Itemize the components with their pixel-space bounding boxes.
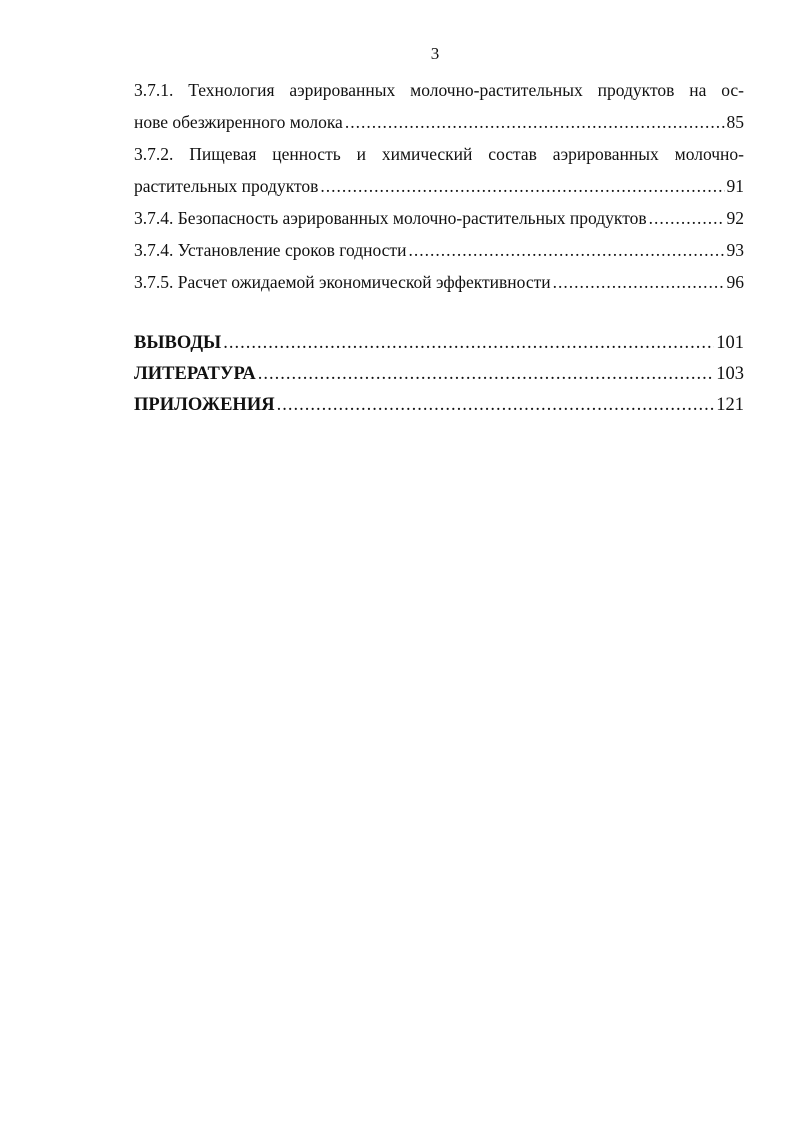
toc-entry-title: растительных продуктов — [134, 176, 319, 196]
toc-entry-title: ЛИТЕРАТУРА — [134, 364, 256, 384]
dot-leader — [649, 202, 725, 234]
toc-entry-title: 3.7.4. Безопасность аэрированных молочно-растительных продуктов — [134, 208, 647, 228]
toc-entry-page: 85 — [726, 112, 744, 132]
toc-entry-3-7-2 — [134, 170, 744, 202]
toc-entry-title: ВЫВОДЫ — [134, 333, 222, 353]
toc-entry-appendices — [134, 390, 744, 421]
dot-leader — [277, 390, 715, 421]
toc-entry-page: 93 — [726, 240, 744, 260]
toc-entry-title: 3.7.5. Расчет ожидаемой экономической эффективности — [134, 272, 551, 292]
toc-entry-title: 3.7.4. Установление сроков годности — [134, 240, 407, 260]
toc-entry-3-7-2-line1: 3.7.2. Пищевая ценность и химический состав аэрированных молочно- — [134, 144, 744, 164]
toc-entry-3-7-1-line1: 3.7.1. Технология аэрированных молочно-растительных продуктов на ос- — [134, 80, 744, 100]
toc-entry-page: 101 — [716, 333, 744, 353]
page-number: 3 — [430, 44, 440, 63]
toc-entry-title: ПРИЛОЖЕНИЯ — [134, 395, 275, 415]
toc-entry-3-7-4-safety — [134, 202, 744, 234]
dot-leader — [320, 170, 724, 202]
dot-leader — [258, 359, 715, 390]
dot-leader — [345, 106, 725, 138]
dot-leader — [408, 234, 724, 266]
toc-entry-title: нове обезжиренного молока — [134, 112, 343, 132]
toc-entry-page: 92 — [726, 208, 744, 228]
toc-entry-literature — [134, 359, 744, 390]
toc-entry-3-7-1 — [134, 106, 744, 138]
toc-entry-page: 91 — [726, 176, 744, 196]
table-of-contents — [134, 74, 744, 421]
dot-leader — [223, 328, 714, 359]
toc-entry-3-7-4-shelf-life — [134, 234, 744, 266]
dot-leader — [553, 266, 725, 298]
toc-entry-conclusions — [134, 328, 744, 359]
toc-entry-3-7-5 — [134, 266, 744, 298]
toc-entry-page: 96 — [726, 272, 744, 292]
toc-entry-page: 121 — [716, 395, 744, 415]
toc-entry-page: 103 — [716, 364, 744, 384]
